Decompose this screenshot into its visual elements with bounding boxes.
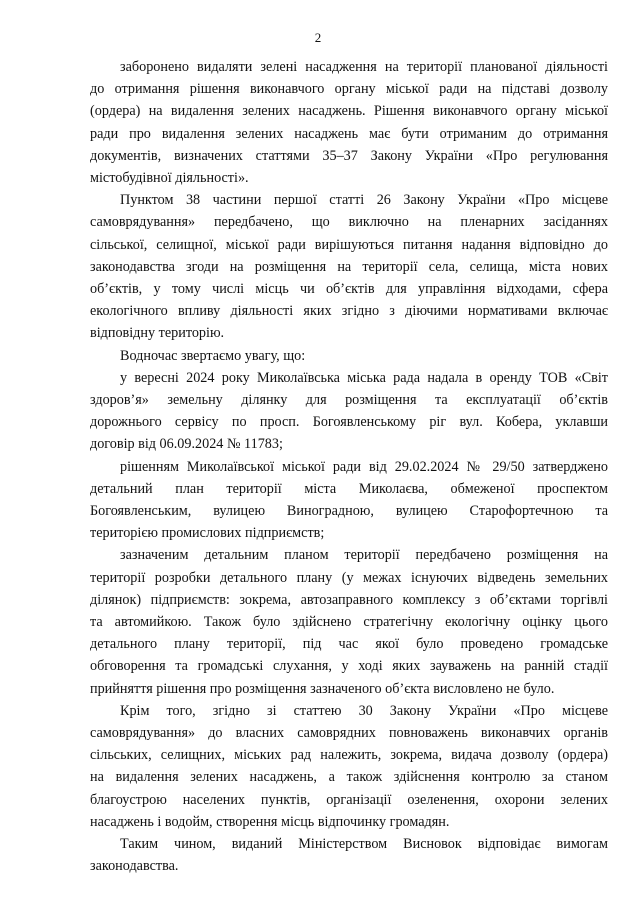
text-line: містобудівної діяльності».: [90, 170, 249, 186]
text-line: дорожнього сервісу по просп. Богоявленському ріг вул. Кобера, уклавши: [90, 414, 608, 431]
text-line: рішенням Миколаївської міської ради від 29.02.2024 № 29/50 затверджено: [120, 458, 608, 475]
page-number: 2: [314, 30, 322, 45]
text-line: детального плану території, під час якої було проведено громадське: [90, 636, 608, 653]
text-line: самоврядування» до власних самоврядних повноважень виконавчих органів: [90, 725, 608, 741]
text-line: екологічного впливу діяльності яких згідно з діючими нормативами включає: [90, 303, 608, 320]
text-line: до отримання рішення виконавчого органу міської ради на підставі дозволу: [90, 81, 608, 98]
text-line: Водночас звертаємо увагу, що:: [120, 347, 306, 364]
text-line: Таким чином, виданий Міністерством Висновок відповідає вимогам: [120, 836, 608, 852]
text-line: відповідну територію.: [90, 325, 225, 342]
text-line: територією промислових підприємств;: [90, 525, 325, 542]
text-line: зазначеним детальним планом території передбачено розміщення на: [120, 547, 608, 564]
text-line: самоврядування» передбачено, що виключно на пленарних засіданнях: [90, 214, 608, 231]
text-line: Крім того, згідно зі статтею 30 Закону України «Про місцеве: [120, 702, 608, 719]
text-line: об’єктів, у тому числі місць чи об’єктів для управління відходами, сфера: [90, 281, 608, 297]
text-line: у вересні 2024 року Миколаївська міська рада надала в оренду ТОВ «Світ: [120, 369, 608, 386]
text-line: та автомийкою. Також було здійснено стратегічну екологічну оцінку цього: [90, 614, 608, 630]
text-line: території розробки детального плану (у межах існуючих відведень земельних: [90, 569, 608, 586]
text-line: ділянок) підприємств: зокрема, автозаправного комплексу з об’єктами торгівлі: [90, 591, 608, 608]
text-line: документів, визначених статтями 35–37 Закону України «Про регулювання: [90, 147, 608, 164]
text-line: Богоявленським, вулицею Виноградною, вулицею Старофортечною та: [90, 503, 608, 519]
text-line: законодавства.: [90, 858, 179, 875]
text-line: ради про видалення зелених насаджень має бути отриманим до отримання: [90, 125, 608, 142]
text-line: прийняття рішення про розміщення зазначеного об’єкта висловлено не було.: [90, 680, 555, 697]
text-line: обговорення та громадські слухання, у ході яких зауважень на ранній стадії: [90, 658, 608, 675]
text-line: договір від 06.09.2024 № 11783;: [90, 436, 283, 453]
text-line: на видалення зелених насаджень, а також здійснення контролю за станом: [90, 769, 608, 786]
text-line: Пунктом 38 частини першої статті 26 Закону України «Про місцеве: [120, 192, 608, 209]
text-line: законодавства згоди на розміщення на території села, селища, міста нових: [90, 258, 608, 275]
text-line: благоустрою населених пунктів, організації озеленення, охорони зелених: [90, 791, 608, 808]
text-line: (ордера) на видалення зелених насаджень. Рішення виконавчого органу міської: [90, 103, 608, 120]
text-line: насаджень і водойм, створення місць відпочинку громадян.: [90, 813, 450, 830]
text-line: сільських, селищних, міських рад належить, зокрема, видача дозволу (ордера): [90, 747, 608, 764]
text-line: сільської, селищної, міської ради вирішуються питання надання відповідно до: [90, 236, 608, 253]
text-line: детальний план території міста Миколаєва, обмеженої проспектом: [90, 480, 608, 497]
text-line: заборонено видаляти зелені насадження на території планованої діяльності: [120, 59, 608, 75]
text-line: здоров’я» земельну ділянку для розміщення та експлуатації об’єктів: [90, 392, 608, 408]
